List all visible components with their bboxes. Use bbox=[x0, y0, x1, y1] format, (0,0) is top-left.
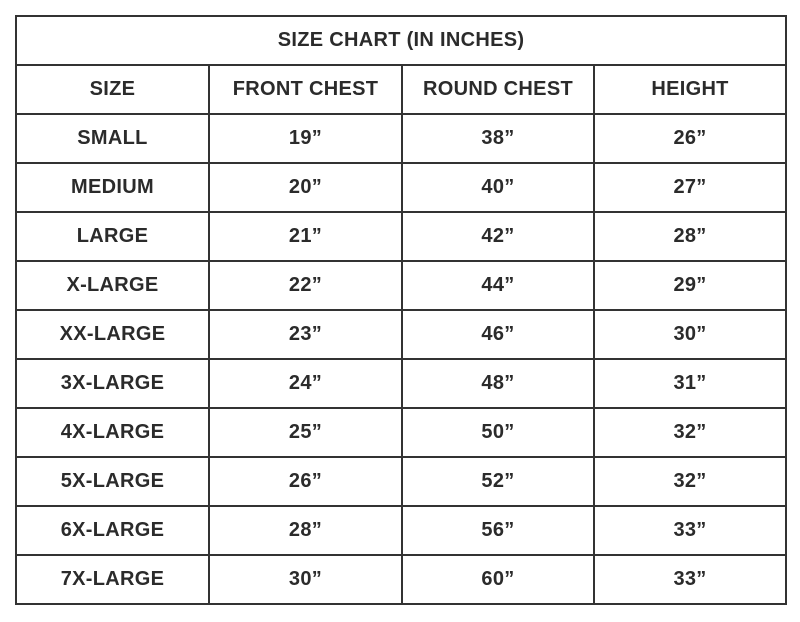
table-row bbox=[16, 310, 786, 359]
height-cell: 33” bbox=[594, 555, 786, 604]
column-header-front-chest: FRONT CHEST bbox=[209, 65, 402, 114]
table-row bbox=[16, 555, 786, 604]
front-chest-cell: 22” bbox=[209, 261, 402, 310]
front-chest-cell: 28” bbox=[209, 506, 402, 555]
table-row bbox=[16, 408, 786, 457]
round-chest-cell: 60” bbox=[402, 555, 594, 604]
table-row bbox=[16, 163, 786, 212]
height-cell: 26” bbox=[594, 114, 786, 163]
column-header-round-chest: ROUND CHEST bbox=[402, 65, 594, 114]
size-cell: X-LARGE bbox=[16, 261, 209, 310]
size-cell: LARGE bbox=[16, 212, 209, 261]
table-row bbox=[16, 212, 786, 261]
round-chest-cell: 38” bbox=[402, 114, 594, 163]
height-cell: 27” bbox=[594, 163, 786, 212]
table-title: SIZE CHART (IN INCHES) bbox=[16, 16, 786, 65]
header-row bbox=[16, 65, 786, 114]
front-chest-cell: 24” bbox=[209, 359, 402, 408]
front-chest-cell: 30” bbox=[209, 555, 402, 604]
height-cell: 29” bbox=[594, 261, 786, 310]
size-cell: 4X-LARGE bbox=[16, 408, 209, 457]
height-cell: 32” bbox=[594, 408, 786, 457]
table-row bbox=[16, 359, 786, 408]
round-chest-cell: 42” bbox=[402, 212, 594, 261]
round-chest-cell: 50” bbox=[402, 408, 594, 457]
round-chest-cell: 52” bbox=[402, 457, 594, 506]
front-chest-cell: 21” bbox=[209, 212, 402, 261]
size-cell: MEDIUM bbox=[16, 163, 209, 212]
size-cell: 3X-LARGE bbox=[16, 359, 209, 408]
front-chest-cell: 23” bbox=[209, 310, 402, 359]
front-chest-cell: 26” bbox=[209, 457, 402, 506]
front-chest-cell: 19” bbox=[209, 114, 402, 163]
height-cell: 28” bbox=[594, 212, 786, 261]
size-chart-table bbox=[15, 15, 787, 605]
size-cell: 6X-LARGE bbox=[16, 506, 209, 555]
height-cell: 32” bbox=[594, 457, 786, 506]
round-chest-cell: 40” bbox=[402, 163, 594, 212]
column-header-height: HEIGHT bbox=[594, 65, 786, 114]
front-chest-cell: 25” bbox=[209, 408, 402, 457]
table-row bbox=[16, 261, 786, 310]
round-chest-cell: 44” bbox=[402, 261, 594, 310]
table-row bbox=[16, 114, 786, 163]
table-row bbox=[16, 506, 786, 555]
column-header-size: SIZE bbox=[16, 65, 209, 114]
title-row bbox=[16, 16, 786, 65]
table-row bbox=[16, 457, 786, 506]
size-cell: 5X-LARGE bbox=[16, 457, 209, 506]
height-cell: 31” bbox=[594, 359, 786, 408]
round-chest-cell: 56” bbox=[402, 506, 594, 555]
height-cell: 30” bbox=[594, 310, 786, 359]
size-cell: 7X-LARGE bbox=[16, 555, 209, 604]
size-cell: SMALL bbox=[16, 114, 209, 163]
height-cell: 33” bbox=[594, 506, 786, 555]
round-chest-cell: 46” bbox=[402, 310, 594, 359]
round-chest-cell: 48” bbox=[402, 359, 594, 408]
size-cell: XX-LARGE bbox=[16, 310, 209, 359]
front-chest-cell: 20” bbox=[209, 163, 402, 212]
